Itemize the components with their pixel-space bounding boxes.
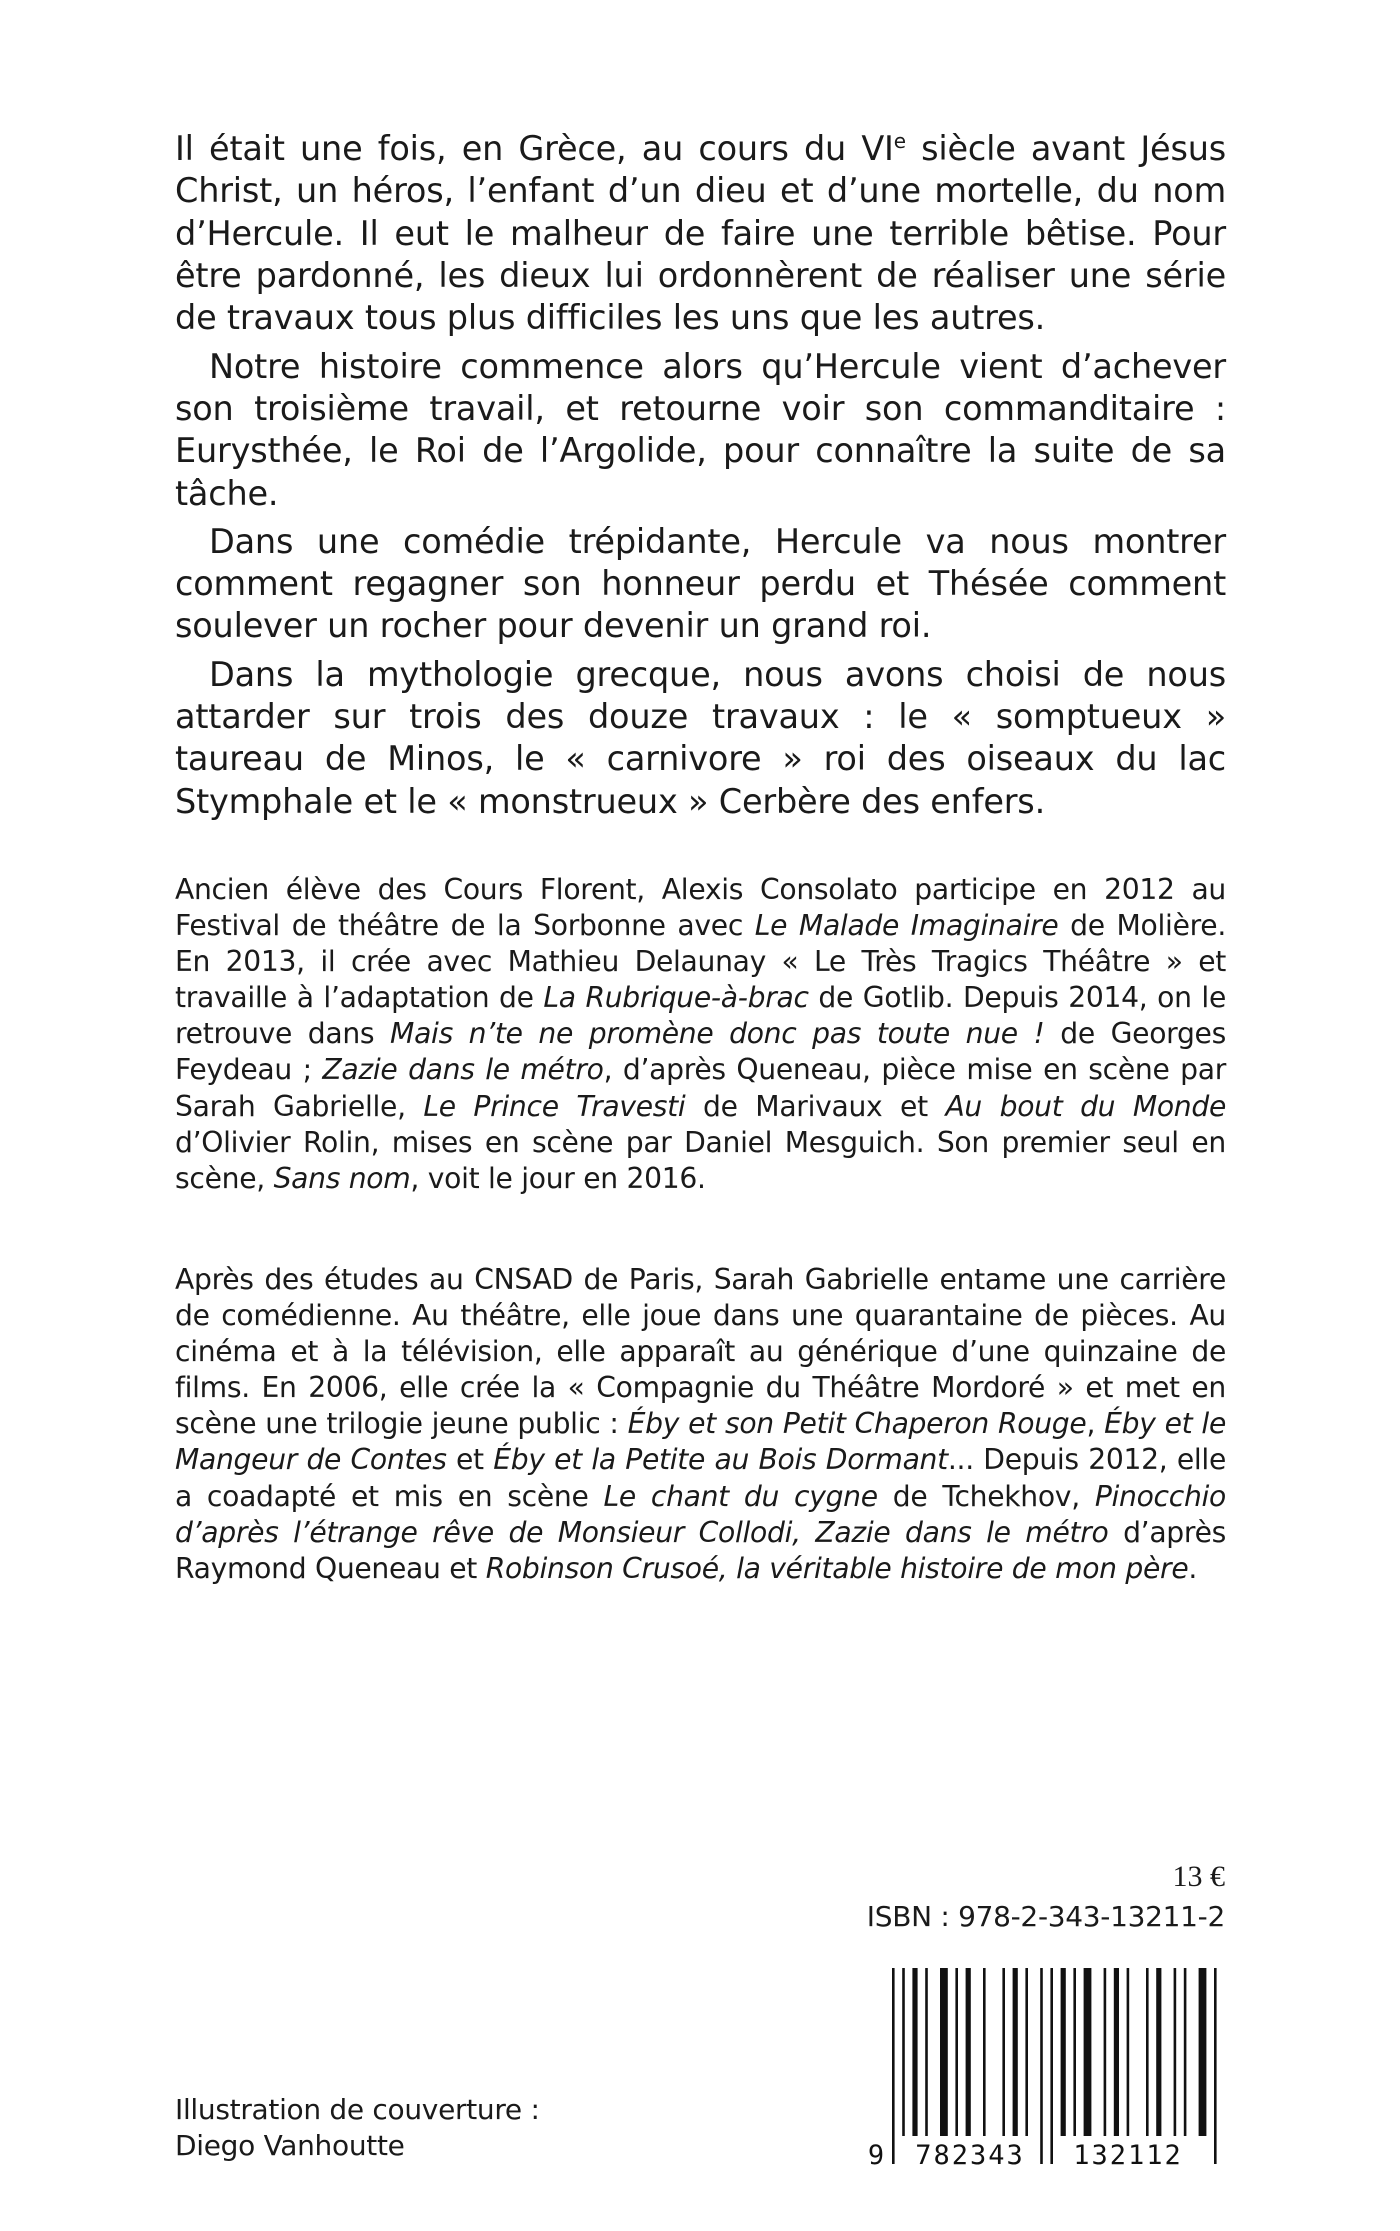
- credit-name: Diego Vanhoutte: [175, 2129, 405, 2162]
- synopsis-paragraph-4: Dans la mythologie grecque, nous avons choisi de nous attarder sur trois des douze travaux : le « somptueux » taureau de Minos, le « carnivore » roi des oiseaux du lac Stymphale et le « monstrueux » Cerbère des enfers.: [175, 654, 1226, 821]
- barcode-digit-lead: 9: [867, 2140, 885, 2171]
- barcode-bar: [1184, 1968, 1187, 2136]
- barcode-bar: [1002, 1968, 1005, 2136]
- synopsis-paragraph-3: Dans une comédie trépidante, Hercule va nous montrer comment regagner son honneur perdu et Thésée comment soulever un rocher pour devenir un grand roi.: [175, 521, 1226, 646]
- work-title: Sans nom: [273, 1161, 411, 1195]
- credit-label: Illustration de couverture :: [175, 2093, 540, 2126]
- barcode-bar: [955, 1968, 958, 2136]
- barcode-bar: [983, 1968, 986, 2136]
- barcode-bar: [1013, 1968, 1018, 2136]
- work-title: Éby et la Petite au Bois Dormant: [493, 1443, 948, 1477]
- synopsis: [175, 120, 1226, 829]
- barcode-bar: [1084, 1968, 1092, 2136]
- barcode-digits-left: 782343: [915, 2140, 1025, 2171]
- barcode-bars: [892, 1968, 1217, 2164]
- barcode-bar: [1199, 1968, 1207, 2136]
- barcode-bar: [1040, 1968, 1043, 2164]
- century-superscript: e: [893, 129, 906, 153]
- work-title: Robinson Crusoé, la véritable histoire de mon père: [485, 1551, 1189, 1585]
- barcode-bar: [966, 1968, 971, 2136]
- barcode-bar: [1127, 1968, 1130, 2136]
- barcode-bar: [940, 1968, 948, 2136]
- cover-credit: [175, 2092, 540, 2164]
- work-title: Éby et son Petit Chaperon Rouge: [627, 1407, 1087, 1441]
- barcode-bar: [1114, 1968, 1119, 2136]
- author-bio-gabrielle: Après des études au CNSAD de Paris, Sarah Gabrielle entame une carrière de comédienne. Au théâtre, elle joue dans une quarantaine de pièces. Au cinéma et à la télévision, elle apparaît au générique d’une quinzaine de films. En 2006, elle crée la « Compagnie du Théâtre Mordoré » et met en scène une trilogie jeune public : Éby et son Petit Chaperon Rouge, Éby et le Mangeur de Contes et Éby et la Petite au Bois Dormant... Depuis 2012, elle a coadapté et mis en scène Le chant du cygne de Tchekhov, Pinocchio d’après l’étrange rêve de Monsieur Collodi, Zazie dans le métro d’après Raymond Queneau et Robinson Crusoé, la véritable histoire de mon père.: [175, 1263, 1226, 1585]
- barcode-bar: [1050, 1968, 1053, 2164]
- synopsis-p1-end: siècle avant Jésus Christ, un héros, l’enfant d’un dieu et d’une mortelle, du nom d’Hercule. Il eut le malheur de faire une terrible bêtise. Pour être pardonné, les dieux lui ordonnèrent de réaliser une série de travaux tous plus difficiles les uns que les autres.: [175, 129, 1226, 338]
- work-title: Au bout du Monde: [945, 1089, 1226, 1123]
- barcode-bar: [912, 1968, 917, 2136]
- barcode-digits-right: 132112: [1073, 2140, 1183, 2171]
- barcode-bar: [1104, 1968, 1107, 2136]
- barcode-bar: [1214, 1968, 1217, 2164]
- barcode: [867, 1968, 1225, 2171]
- work-title: Pinocchio d’après l’étrange rêve de Monsieur Collodi, Zazie dans le métro: [175, 1479, 1226, 1549]
- barcode-bar: [925, 1968, 928, 2136]
- work-title: Le Prince Travesti: [423, 1089, 686, 1123]
- barcode-bar: [1073, 1968, 1076, 2136]
- work-title: Zazie dans le métro: [322, 1053, 604, 1087]
- author-bio-consolato: Ancien élève des Cours Florent, Alexis Consolato participe en 2012 au Festival de théâtre de la Sorbonne avec Le Malade Imaginaire de Molière. En 2013, il crée avec Mathieu Delaunay « Le Très Tragics Théâtre » et travaille à l’adaptation de La Rubrique-à-brac de Gotlib. Depuis 2014, on le retrouve dans Mais n’te ne promène donc pas toute nue ! de Georges Feydeau ; Zazie dans le métro, d’après Queneau, pièce mise en scène par Sarah Gabrielle, Le Prince Travesti de Marivaux et Au bout du Monde d’Olivier Rolin, mises en scène par Daniel Mesguich. Son premier seul en scène, Sans nom, voit le jour en 2016.: [175, 873, 1227, 1195]
- barcode-bar: [902, 1968, 905, 2136]
- barcode-bar: [1061, 1968, 1066, 2136]
- isbn: ISBN : 978-2-343-13211-2: [866, 1900, 1225, 1933]
- barcode-bar: [1025, 1968, 1028, 2136]
- barcode-bar: [1174, 1968, 1177, 2136]
- work-title: Mais n’te ne promène donc pas toute nue !: [390, 1017, 1045, 1051]
- synopsis-paragraph-1: [175, 120, 1226, 340]
- work-title: Éby et le Mangeur de Contes: [175, 1407, 1226, 1477]
- price: 13 €: [1172, 1860, 1225, 1893]
- synopsis-paragraph-2: Notre histoire commence alors qu’Hercule vient d’achever son troisième travail, et retourne voir son commanditaire : Eurysthée, le Roi de l’Argolide, pour connaître la suite de sa tâche.: [175, 346, 1226, 513]
- work-title: Le chant du cygne: [603, 1479, 878, 1513]
- work-title: La Rubrique-à-brac: [543, 981, 809, 1015]
- barcode-bar: [892, 1968, 895, 2164]
- barcode-bar: [1156, 1968, 1161, 2136]
- synopsis-p1-start: Il était une fois, en Grèce, au cours du VI: [175, 129, 894, 169]
- barcode-bar: [1146, 1968, 1149, 2136]
- work-title: Le Malade Imaginaire: [754, 909, 1059, 943]
